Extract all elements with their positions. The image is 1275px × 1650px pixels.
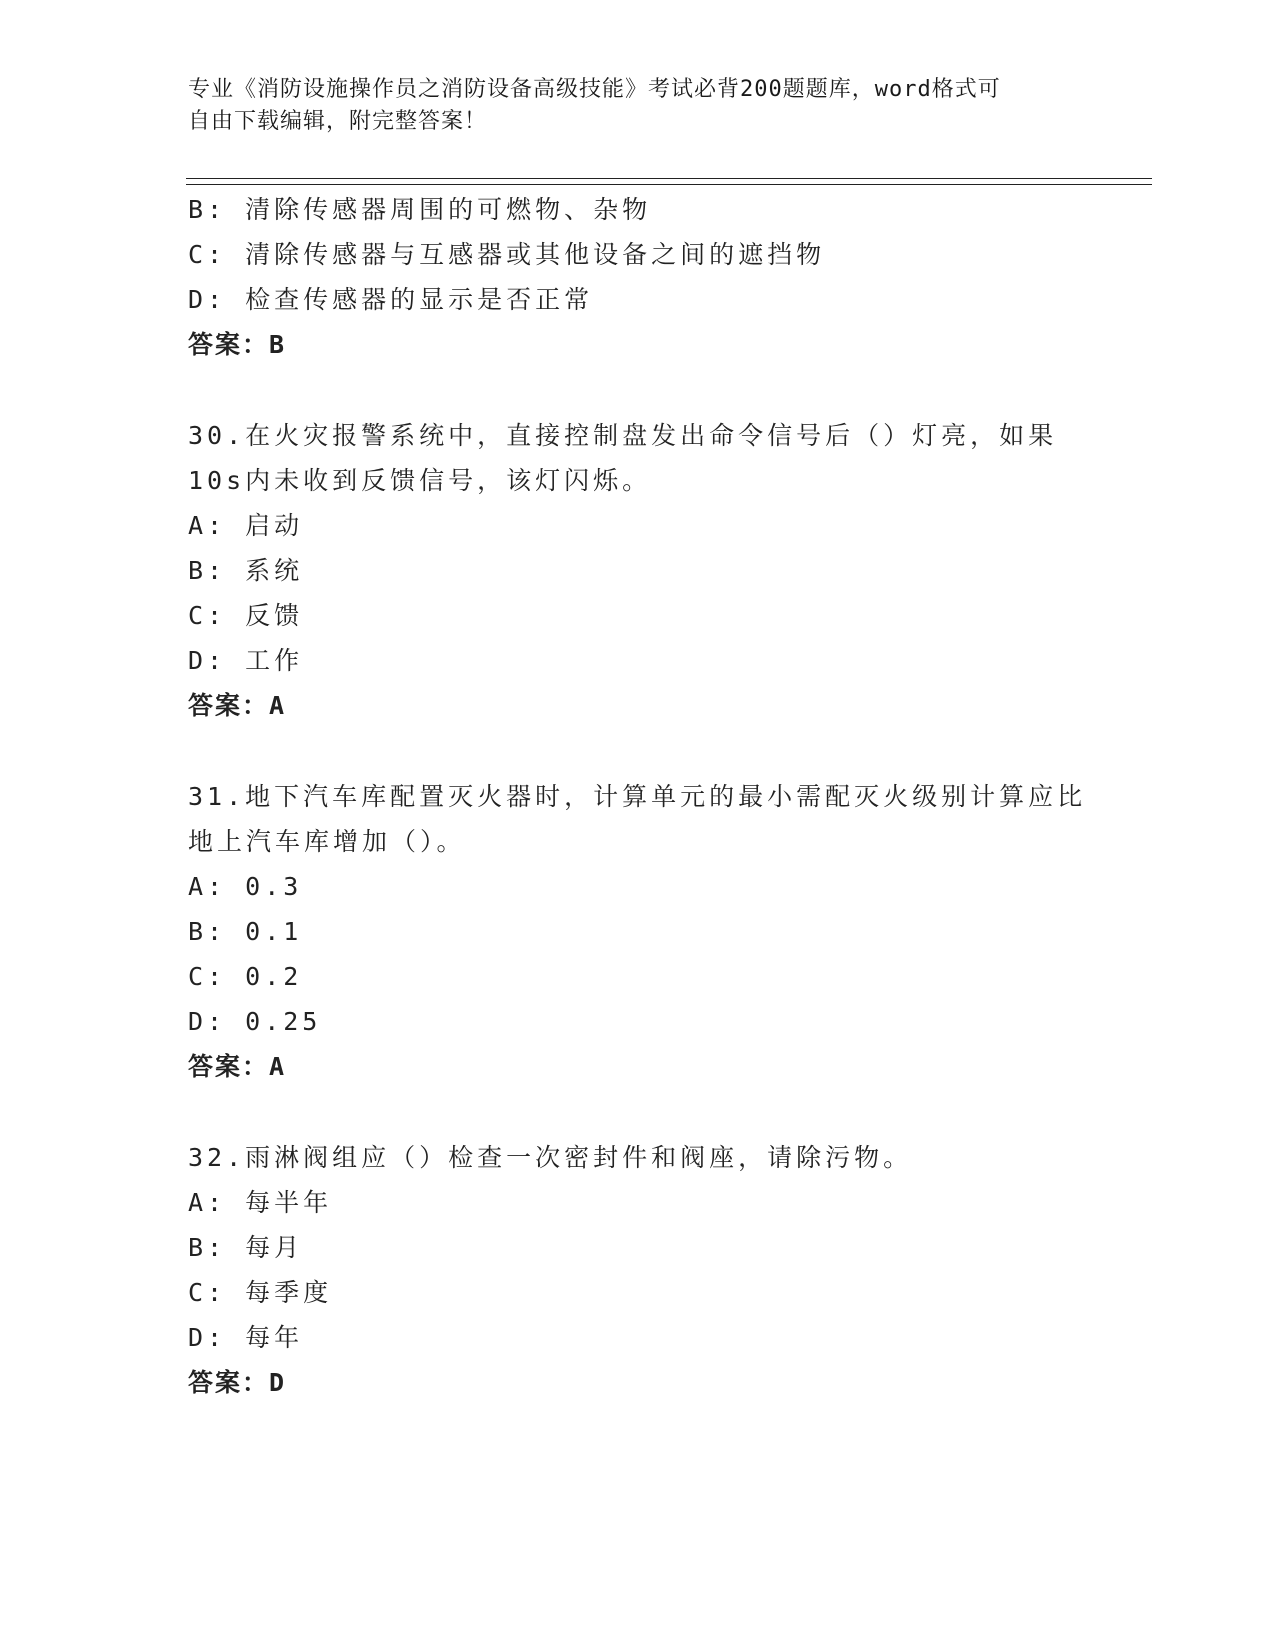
q31-option-c: C: 0.2 [188,962,303,991]
q31-option-b: B: 0.1 [188,917,303,946]
q32-option-a: A: 每半年 [188,1188,333,1217]
q30-answer: 答案：A [188,691,287,720]
q32-option-d: D: 每年 [188,1323,304,1352]
q30-option-c: C: 反馈 [188,601,304,630]
q29-option-c: C: 清除传感器与互感器或其他设备之间的遮挡物 [188,240,826,269]
q29-option-d: D: 检查传感器的显示是否正常 [188,285,594,314]
q29-answer: 答案：B [188,330,287,359]
q31-option-a: A: 0.3 [188,872,303,901]
q30-option-b: B: 系统 [188,556,304,585]
document-header [188,74,1068,138]
q29-option-b: B: 清除传感器周围的可燃物、杂物 [188,195,652,224]
q30-option-d: D: 工作 [188,646,304,675]
q32-stem-line-1: 32.雨淋阀组应（）检查一次密封件和阀座，请除污物。 [188,1143,913,1172]
header-line-2: 自由下载编辑，附完整答案！ [188,109,488,134]
q31-stem-line-2: 地上汽车库增加（）。 [188,827,466,856]
q30-stem-line-2: 10s内未收到反馈信号，该灯闪烁。 [188,466,652,495]
q31-stem-line-1: 31.地下汽车库配置灭火器时，计算单元的最小需配灭火级别计算应比 [188,782,1087,811]
q30-stem-line-1: 30.在火灾报警系统中，直接控制盘发出命令信号后（）灯亮，如果 [188,421,1058,450]
q30-option-a: A: 启动 [188,511,304,540]
q32-option-c: C: 每季度 [188,1278,333,1307]
header-rule-bottom [186,184,1152,185]
q32-answer: 答案：D [188,1368,287,1397]
header-line-1: 专业《消防设施操作员之消防设备高级技能》考试必背200题题库，word格式可 [188,77,1001,102]
q31-option-d: D: 0.25 [188,1007,322,1036]
q32-option-b: B: 每月 [188,1233,304,1262]
q31-answer: 答案：A [188,1052,287,1081]
header-rule-top [186,178,1152,179]
